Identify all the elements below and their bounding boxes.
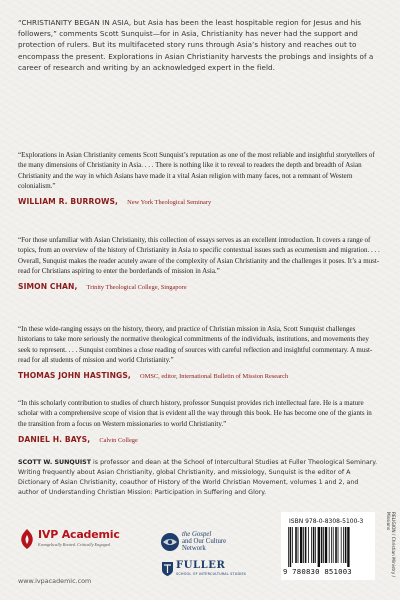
endorsement-1 <box>18 150 380 208</box>
isbn-label: ISBN 978-0-8308-5100-3 <box>289 518 364 525</box>
barcode-digits: 9 780830 851003 <box>283 567 352 576</box>
publisher-url: www.ivpacademic.com <box>18 577 92 585</box>
endorsement-affiliation: OMSC, editor, International Bulletin of Mission Research <box>140 373 289 381</box>
endorsement-author: DANIEL H. BAYS, <box>18 434 91 444</box>
fuller-name: FULLER <box>176 560 226 571</box>
author-bio-text: is professor and dean at the School of Intercultural Studies at Fuller Theological Seminary. Writing frequently about Asian Christianity, global Christianity, and missiology, Sunquist is the editor of A Dictionary of Asian Christianity, coauthor of History of the World Christian Movement, volumes 1 and 2, and author of Understanding Christian Mission: Participation in Suffering and Glory. <box>18 459 378 496</box>
endorsement-text: “In these wide-ranging essays on the history, theory, and practice of Christian mission in Asia, Scott Sunquist challenges historians to take more seriously the normative theological commitments of the individuals, institutions, and movements they seek to represent. . . . Sunquist combines a close reading of sources with careful reflection and insightful commentary. A must-read for all students of mission and world Christianity.” <box>18 325 373 364</box>
endorsement-author: WILLIAM R. BURROWS, <box>18 197 119 207</box>
publisher-name: IVP Academic <box>38 528 120 541</box>
category-line-1: RELIGION / Christian Ministry / <box>390 512 395 578</box>
endorsement-text: “In this scholarly contribution to studies of church history, professor Sunquist provides rich intellectual fare. He is a mature scholar with a comprehensive scope of vision that is evident all the way through this book. He has become one of the giants in the transition from a focus on Western missionaries to world Christianity.” <box>18 399 372 428</box>
endorsement-author: SIMON CHAN, <box>18 282 78 292</box>
publisher-tagline: Evangelically Rooted. Critically Engaged. <box>38 542 111 547</box>
ivp-academic-logo <box>18 524 128 564</box>
endorsement-affiliation: Trinity Theological College, Singapore <box>86 284 187 292</box>
author-name: SCOTT W. SUNQUIST <box>18 459 92 466</box>
endorsement-affiliation: Calvin College <box>99 436 138 444</box>
endorsement-2 <box>18 235 380 293</box>
category-line-2: Missions <box>385 512 390 531</box>
gocn-line-3: Network <box>182 545 206 552</box>
ivp-flame-icon <box>18 528 36 550</box>
gocn-logo <box>160 532 250 556</box>
endorsement-text: “Explorations in Asian Christianity cements Scott Sunquist’s reputation as one of the most reliable and insightful storytellers of the many dimensions of Christianity in Asia. . . . There is nothing like it to reveal to readers the depth and breadth of Asian Christianity and the way in which Asians have made it a vital Asian religion with many faces, not a remnant of Western colonialism.” <box>18 151 375 190</box>
category-label <box>382 512 396 578</box>
globe-icon <box>160 532 180 552</box>
endorsement-text: “For those unfamiliar with Asian Christianity, this collection of essays serves as an excellent introduction. It covers a range of topics, from an overview of the history of Christianity in Asia to specific contextual issues such as ecumenism and migration. . . . Overall, Sunquist makes the reader acutely aware of the complexity of Asian Christianity and the challenges it poses. It’s a must-read for Christians aspiring to enter the borderlands of mission in Asia.” <box>18 236 380 275</box>
author-bio <box>18 458 380 498</box>
gocn-line-1: the Gospel <box>182 531 212 538</box>
barcode <box>287 527 369 567</box>
description-blurb: “CHRISTIANITY BEGAN IN ASIA, but Asia has been the least hospitable region for Jesus and his followers,” comments Scott Sunquist—for in Asia, Christianity has never had the support and protection of rulers. But its multifaceted story runs through Asia’s history and reaches out to encompass the present. Explorations in Asian Christianity harvests the probings and insights of a career of research and writing by an acknowledged expert in the field. <box>18 18 374 72</box>
fuller-subtitle: SCHOOL OF INTERCULTURAL STUDIES <box>176 572 247 576</box>
endorsement-3 <box>18 324 380 382</box>
shield-icon <box>162 562 173 576</box>
endorsement-affiliation: New York Theological Seminary <box>127 199 212 207</box>
gocn-line-2: and Our Culture <box>182 538 227 545</box>
fuller-logo <box>162 560 272 584</box>
endorsement-4 <box>18 398 380 446</box>
endorsement-author: THOMAS JOHN HASTINGS, <box>18 371 131 381</box>
